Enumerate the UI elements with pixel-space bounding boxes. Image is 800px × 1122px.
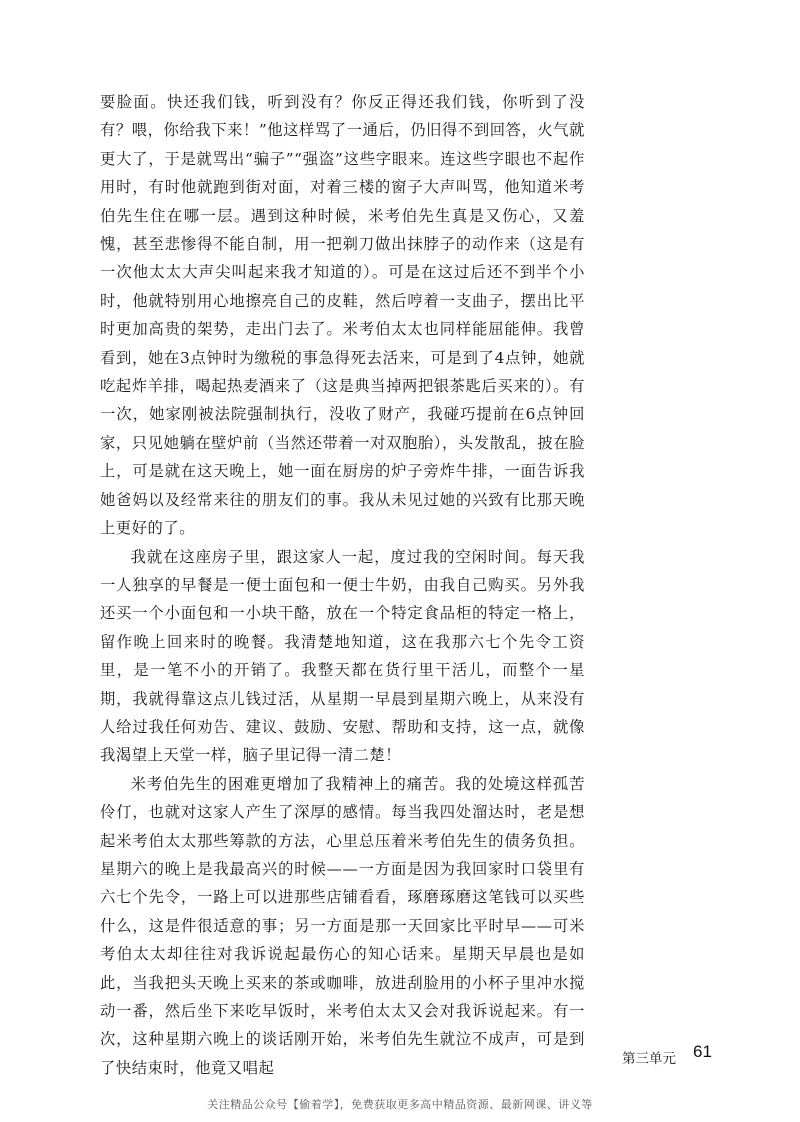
unit-label: 第三单元	[622, 1051, 676, 1067]
paragraph-2: 我就在这座房子里，跟这家人一起，度过我的空闲时间。每天我一人独享的早餐是一便士面包和一便士牛奶，由我自己购买。另外我还买一个小面包和一小块干酪，放在一个特定食品柜的特定一格上，留作晚上回来时的晚餐。我清楚地知道，这在我那六七个先令工资里，是一笔不小的开销了。我整天都在货行里干活儿，而整个一星期，我就得靠这点儿钱过活，从星期一早晨到星期六晚上，从来没有人给过我任何劝告、建议、鼓励、安慰、帮助和支持，这一点，就像我渴望上天堂一样，脑子里记得一清二楚！	[100, 547, 585, 765]
page-number: 61	[693, 1042, 712, 1061]
paragraph-1: 要脸面。快还我们钱，听到没有？你反正得还我们钱，你听到了没有？喂，你给我下来！”他这样骂了一通后，仍旧得不到回答，火气就更大了，于是就骂出“骗子”“强盗”这些字眼来。连这些字眼也不起作用时，有时他就跑到街对面，对着三楼的窗子大声叫骂，他知道米考伯先生住在哪一层。遇到这种时候，米考伯先生真是又伤心，又羞愧，甚至悲惨得不能自制，用一把剃刀做出抹脖子的动作来（这是有一次他太太大声尖叫起来我才知道的）。可是在这过后还不到半个小时，他就特别用心地擦亮自己的皮鞋，然后哼着一支曲子，摆出比平时更加高贵的架势，走出门去了。米考伯太太也同样能屈能伸。我曾看到，她在3点钟时为缴税的事急得死去活来，可是到了4点钟，她就吃起炸羊排，喝起热麦酒来了（这是典当掉两把银茶匙后买来的）。有一次，她家刚被法院强制执行，没收了财产，我碰巧提前在6点钟回家，只见她躺在壁炉前（当然还带着一对双胞胎），头发散乱，披在脸上，可是就在这天晚上，她一面在厨房的炉子旁炸牛排，一面告诉我她爸妈以及经常来往的朋友们的事。我从未见过她的兴致有比那天晚上更好的了。	[100, 93, 585, 538]
body-text	[100, 88, 585, 1082]
paragraph-3: 米考伯先生的困难更增加了我精神上的痛苦。我的处境这样孤苦伶仃，也就对这家人产生了深厚的感情。每当我四处溜达时，老是想起米考伯太太那些筹款的方法，心里总压着米考伯先生的债务负担。星期六的晚上是我最高兴的时候——一方面是因为我回家时口袋里有六七个先令，一路上可以进那些店铺看看，琢磨琢磨这笔钱可以买些什么，这是件很适意的事；另一方面是那一天回家比平时早——可米考伯太太却往往对我诉说起最伤心的知心话来。星期天早晨也是如此，当我把头天晚上买来的茶或咖啡，放进刮脸用的小杯子里冲水搅动一番，然后坐下来吃早饭时，米考伯太太又会对我诉说起来。有一次，这种星期六晚上的谈话刚开始，米考伯先生就泣不成声，可是到了快结束时，他竟又唱起	[100, 774, 585, 1077]
watermark-footer: 关注精品公众号【偷着学】，免费获取更多高中精品资源、最新网课、讲义等	[207, 1098, 593, 1111]
